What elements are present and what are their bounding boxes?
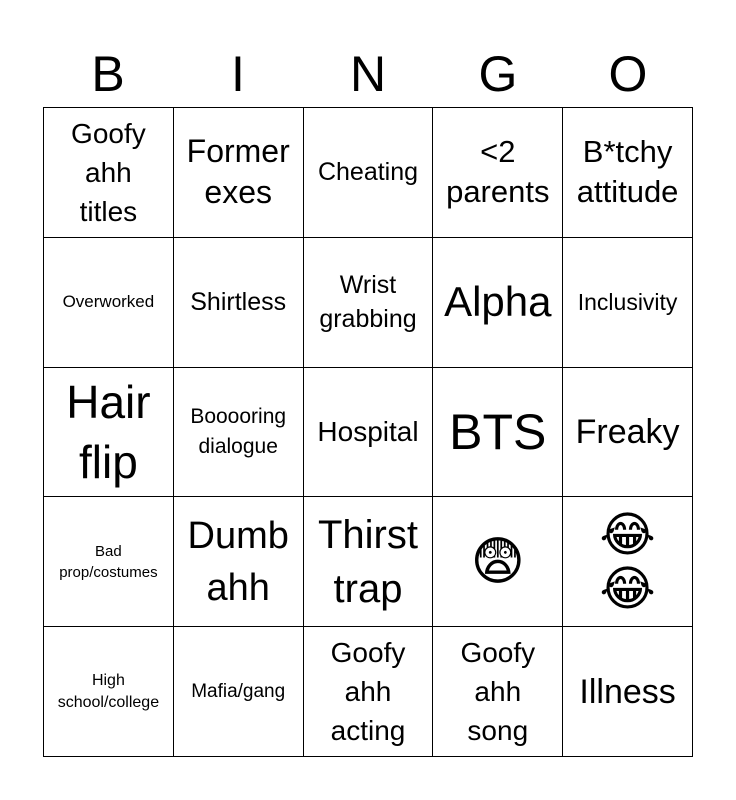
bingo-cell[interactable] xyxy=(433,627,563,757)
header-letter-b: B xyxy=(91,46,125,102)
bingo-cell[interactable] xyxy=(44,238,174,368)
bingo-cell[interactable] xyxy=(563,497,693,627)
cell-text: High school/college xyxy=(57,671,160,711)
bingo-cell[interactable] xyxy=(563,627,693,757)
cell-text: Hospital xyxy=(317,415,419,447)
cell-text: Goofy ahh song xyxy=(460,637,536,747)
cell-text: Hair flip xyxy=(66,375,151,488)
cell-text: Former exes xyxy=(186,133,290,211)
bingo-cell[interactable] xyxy=(563,108,693,238)
bingo-cell[interactable] xyxy=(44,627,174,757)
bingo-cell[interactable] xyxy=(304,368,434,498)
cell-text: Illness xyxy=(579,672,676,711)
bingo-cell[interactable] xyxy=(174,497,304,627)
header-letter-g: G xyxy=(478,46,518,102)
cell-text: Bad prop/costumes xyxy=(59,542,158,581)
bingo-cell[interactable] xyxy=(44,497,174,627)
bingo-cell[interactable] xyxy=(44,108,174,238)
bingo-cell[interactable] xyxy=(563,238,693,368)
cell-text: BTS xyxy=(449,403,547,460)
cell-text: Overworked xyxy=(62,292,155,312)
bingo-cell[interactable] xyxy=(174,238,304,368)
bingo-cell[interactable] xyxy=(174,368,304,498)
cell-text: <2 parents xyxy=(446,134,550,210)
bingo-cell[interactable] xyxy=(304,497,434,627)
bingo-header xyxy=(43,40,693,108)
cell-text: Goofy ahh acting xyxy=(330,637,406,747)
cell-text: Wrist grabbing xyxy=(319,271,417,334)
bingo-cell[interactable] xyxy=(433,108,563,238)
cell-text: Mafia/gang xyxy=(191,680,286,702)
bingo-grid xyxy=(43,107,693,757)
cell-text: Freaky xyxy=(575,412,680,451)
header-letter-o: O xyxy=(608,46,648,102)
bingo-cell[interactable] xyxy=(304,627,434,757)
cell-text: Thirst trap xyxy=(317,512,418,611)
cell-text: Cheating xyxy=(317,158,419,187)
cell-text: B*tchy attitude xyxy=(576,134,679,210)
bingo-cell[interactable] xyxy=(174,108,304,238)
cell-text: Goofy ahh titles xyxy=(71,117,146,227)
cell-text: Shirtless xyxy=(190,288,287,317)
cell-text: Alpha xyxy=(444,278,552,326)
header-letter-n: N xyxy=(349,46,387,102)
bingo-cell[interactable] xyxy=(304,238,434,368)
bingo-cell[interactable] xyxy=(433,368,563,498)
bingo-cell[interactable] xyxy=(433,238,563,368)
bingo-cell[interactable] xyxy=(44,368,174,498)
cell-text: Booooring dialogue xyxy=(190,404,287,458)
cell-text: Dumb ahh xyxy=(187,514,289,609)
tears-of-joy-icon: 😂😂 xyxy=(599,506,656,617)
anxious-face-icon: 😨 xyxy=(470,531,525,592)
cell-text: Inclusivity xyxy=(577,289,678,316)
bingo-cell[interactable] xyxy=(563,368,693,498)
header-letter-i: I xyxy=(231,46,245,102)
bingo-cell[interactable] xyxy=(174,627,304,757)
bingo-cell[interactable] xyxy=(433,497,563,627)
bingo-cell[interactable] xyxy=(304,108,434,238)
